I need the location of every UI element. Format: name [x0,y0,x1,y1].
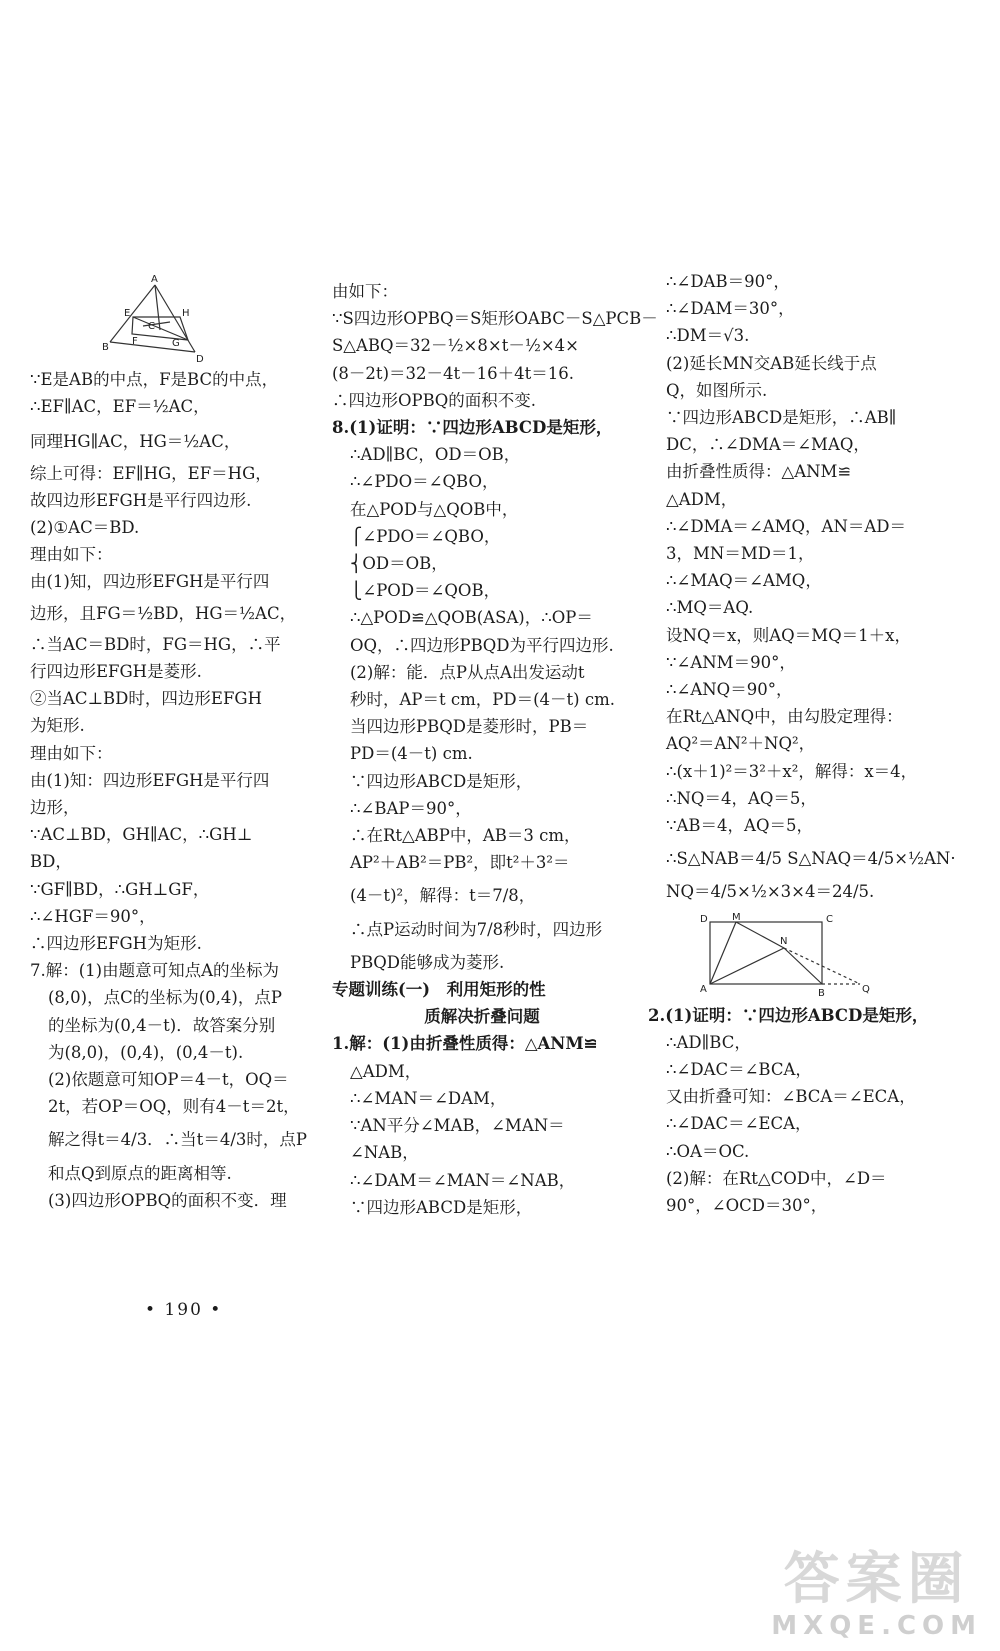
text-line: ∴∠ANQ＝90°， [666,680,793,700]
text-line: 理由如下： [30,743,113,763]
text-line: ∴∠DAC＝∠BCA， [666,1060,812,1080]
fig2-label-a: A [700,983,707,995]
section-heading: 质解决折叠问题 [424,1007,540,1027]
text-line: ∴∠DMA＝∠AMQ，AN＝AD＝ [666,516,907,536]
watermark-logo: 答案圈 [783,1547,970,1612]
page-number: • 190 • [145,1300,223,1320]
text-line: 为矩形. [30,716,85,736]
text-line: ∴AD∥BC，OD＝OB， [350,445,521,465]
text-line: △ADM， [350,1061,422,1081]
column-2 [332,278,658,1221]
watermark-url: MXQE.COM [771,1611,982,1641]
text-line: 又由折叠可知：∠BCA＝∠ECA， [666,1087,916,1107]
text-line: ∴∠DAC＝∠ECA， [666,1114,812,1134]
text-line: BD， [30,852,72,872]
text-line: 3，MN＝MD＝1， [666,544,815,564]
text-line: ∴在Rt△ABP中，AB＝3 cm， [350,826,581,846]
text-line: 由折叠性质得：△ANM≌ [666,462,852,482]
text-line: ∵AC⊥BD，GH∥AC，∴GH⊥ [30,825,253,845]
text-line: ∴∠DAM＝30°， [666,299,795,319]
text-line: 2.(1)证明：∵四边形ABCD是矩形， [648,1005,929,1025]
text-line: ⎩∠POD＝∠QOB， [350,581,501,601]
text-line: ∴当AC＝BD时，FG＝HG，∴平 [30,634,281,654]
text-line: 由(1)知，四边形EFGH是平行四 [30,572,270,592]
text-line: 理由如下： [30,545,113,565]
text-line: ∴∠DAM＝∠MAN＝∠NAB， [350,1170,576,1190]
text-line: ∵S四边形OPBQ＝S矩形OABC－S△PCB－ [332,309,658,329]
text-line: 综上可得：EF∥HG，EF＝HG， [30,463,272,483]
text-line: 边形，且FG＝½BD，HG＝½AC， [30,603,297,623]
text-line: (2)解：在Rt△COD中，∠D＝ [666,1168,887,1188]
text-line: 当四边形PBQD是菱形时，PB＝ [350,717,589,737]
text-line: ∴点P运动时间为7/8秒时，四边形 [350,919,603,939]
fig1-label-e: E [124,308,131,319]
text-line: 解之得t＝4/3．∴当t＝4/3时，点P [48,1130,307,1150]
fig1-label-g: G [172,338,180,349]
rectangle-fold-figure [648,912,944,1002]
text-line: (4－t)²，解得：t＝7/8， [350,886,536,906]
text-line: 行四边形EFGH是菱形. [30,662,202,682]
text-line: (3)四边形OPBQ的面积不变．理 [48,1190,287,1210]
fig2-label-d: D [700,913,708,925]
text-line: (8,0)，点C的坐标为(0,4)，点P [48,988,282,1008]
text-line: 8.(1)证明：∵四边形ABCD是矩形， [332,418,613,438]
text-line: NQ＝4/5×½×3×4＝24/5. [666,882,875,902]
fig1-label-a: A [151,274,158,285]
text-line: ∴AD∥BC， [666,1032,751,1052]
text-line: ∴四边形EFGH为矩形. [30,934,202,954]
text-line: ∵四边形ABCD是矩形， [350,1197,533,1217]
section-heading: 专题训练(一) 利用矩形的性 [332,980,546,1000]
text-line: ∵∠ANM＝90°， [666,652,796,672]
fig1-label-d: D [196,354,204,365]
text-line: ∴DM＝√3. [666,326,750,346]
column-1 [30,270,307,1214]
text-line: ∴MQ＝AQ. [666,598,754,618]
column-1-lines [30,366,307,1214]
text-line: ∴NQ＝4，AQ＝5， [666,788,817,808]
text-line: ∵E是AB的中点，F是BC的中点， [30,370,279,389]
text-line: ∴S△NAB＝4/5 S△NAQ＝4/5×½AN· [666,849,956,869]
text-line: ∴∠HGF＝90°， [30,906,156,926]
text-line: ∴OA＝OC. [666,1141,750,1161]
fig2-label-c: C [826,913,833,925]
text-line: 边形， [30,798,80,818]
text-line: ②当AC⊥BD时，四边形EFGH [30,689,262,709]
text-line: AP²＋AB²＝PB²，即t²＋3²＝ [350,853,570,873]
text-line: AQ²＝AN²＋NQ²， [666,734,816,754]
text-line: 由如下： [332,282,398,301]
text-line: ∴(x＋1)²＝3²＋x²，解得：x＝4， [666,761,918,781]
fig2-label-m: M [732,911,741,923]
text-line: 和点Q到原点的距离相等. [48,1163,232,1183]
text-line: 故四边形EFGH是平行四边形. [30,490,252,510]
text-line: ∠NAB， [350,1143,419,1163]
text-line: (2)依题意可知OP＝4－t，OQ＝ [48,1070,289,1090]
text-line: ∵AB＝4，AQ＝5， [666,816,813,836]
text-line: ∴∠MAN＝∠DAM， [350,1088,507,1108]
text-line: ∴∠DAB＝90°， [666,272,790,291]
triangle-figure [30,270,302,366]
text-line: ∵四边形ABCD是矩形， [350,771,533,791]
text-line: 在△POD与△QOB中， [350,499,519,519]
text-line: ∵AN平分∠MAB，∠MAN＝ [350,1116,565,1136]
text-line: 同理HG∥AC，HG＝½AC， [30,432,241,452]
text-line: ∴∠MAQ＝∠AMQ， [666,571,822,591]
text-line: PBQD能够成为菱形. [350,952,505,972]
text-line: ⎧∠PDO＝∠QBO， [350,526,501,546]
text-line: ∴四边形OPBQ的面积不变. [332,390,537,410]
watermark [771,1549,982,1641]
fig1-label-h: H [182,308,190,319]
text-line: ∴EF∥AC，EF＝½AC， [30,397,210,417]
text-line: 90°，∠OCD＝30°， [666,1196,828,1216]
text-line: ∴∠BAP＝90°， [350,798,472,818]
text-line: 的坐标为(0,4－t)．故答案分别 [48,1015,276,1035]
text-line: ⎨OD＝OB， [350,554,448,574]
text-line: 7.解：(1)由题意可知点A的坐标为 [30,961,280,981]
text-line: S△ABQ＝32－½×8×t－½×4× [332,336,579,356]
text-line: OQ，∴四边形PBQD为平行四边形. [350,635,614,655]
fig2-label-n: N [780,935,788,947]
text-line: ∵GF∥BD，∴GH⊥GF， [30,879,210,899]
text-line: 为(8,0)，(0,4)，(0,4－t). [48,1042,244,1062]
text-line: ∴∠PDO＝∠QBO， [350,472,499,492]
text-line: 2t，若OP＝OQ，则有4－t＝2t， [48,1097,300,1117]
text-line: 秒时，AP＝t cm，PD＝(4－t) cm. [350,690,615,710]
text-line: (2)解：能．点P从点A出发运动t [350,662,585,682]
text-line: △ADM， [666,489,738,509]
text-line: PD＝(4－t) cm. [350,744,473,764]
text-line: 由(1)知：四边形EFGH是平行四 [30,770,270,790]
fig2-label-b: B [818,987,825,999]
fig1-label-b: B [102,342,109,353]
text-line: 在Rt△ANQ中，由勾股定理得： [666,707,903,727]
fig2-label-q: Q [862,983,870,995]
text-line: (2)①AC＝BD. [30,518,140,538]
column-3 [648,268,956,1219]
text-line: (8－2t)＝32－4t－16＋4t＝16. [332,363,574,383]
text-line: ∵四边形ABCD是矩形，∴AB∥ [666,408,897,428]
text-line: 1.解：(1)由折叠性质得：△ANM≌ [332,1034,598,1054]
text-line: 设NQ＝x，则AQ＝MQ＝1＋x， [666,625,911,645]
text-line: (2)延长MN交AB延长线于点 [666,353,877,373]
fig1-label-f: F [132,336,138,347]
text-line: Q，如图所示. [666,380,768,400]
fig1-label-c: C [148,321,155,332]
text-line: ∴△POD≌△QOB(ASA)，∴OP＝ [350,608,593,628]
text-line: DC，∴∠DMA＝∠MAQ， [666,435,870,455]
